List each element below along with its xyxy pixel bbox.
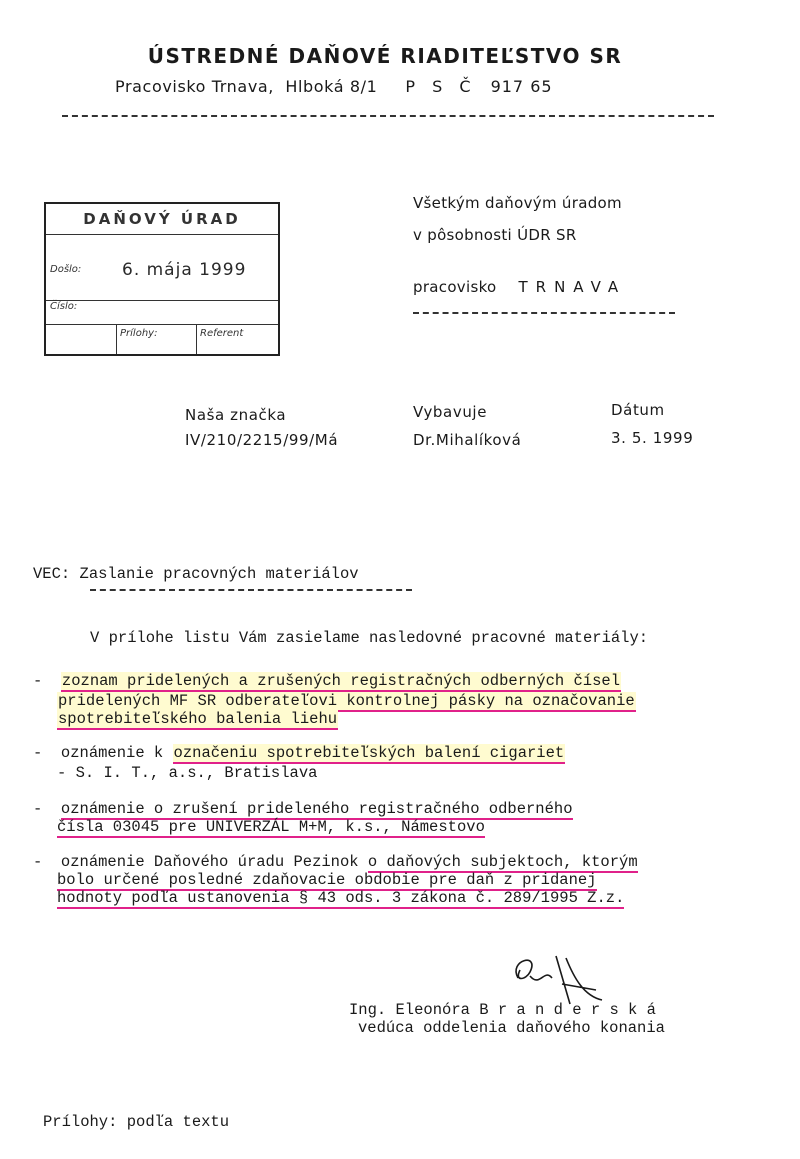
item-2-line-1b: označeniu spotrebiteľských balení cigariet xyxy=(173,744,565,762)
item-4-line-1b: o daňových subjektoch, ktorým xyxy=(367,853,638,871)
item-4-line-3: hodnoty podľa ustanovenia § 43 ods. 3 zákona č. 289/1995 Z.z. xyxy=(57,889,625,907)
list-item-line xyxy=(57,871,597,889)
item-3-line-2: čísla 03045 pre UNIVERZÁL M+M, k.s., Námestovo xyxy=(57,818,485,836)
item-4-line-2: bolo určené posledné zdaňovacie obdobie pre daň z pridanej xyxy=(57,871,597,889)
item-2-line-1a: oznámenie k xyxy=(60,744,173,762)
institution-title: ÚSTREDNÉ DAŇOVÉ RIADITEĽSTVO SR xyxy=(147,44,623,68)
list-item xyxy=(33,744,565,762)
stamp-received-date: 6. mája 1999 xyxy=(122,260,247,280)
our-ref-label: Naša značka xyxy=(185,406,287,424)
addressee-line-2: v pôsobnosti ÚDR SR xyxy=(413,226,577,244)
stamp-attachments-label: Prílohy: xyxy=(120,328,158,339)
stamp-referent-label: Referent xyxy=(200,328,244,339)
stamp-divider xyxy=(46,324,278,325)
stamp-divider xyxy=(46,234,278,235)
list-item xyxy=(33,853,638,871)
list-bullet: - xyxy=(33,744,43,762)
addressee-divider xyxy=(413,312,675,314)
stamp-number-label: Číslo: xyxy=(50,301,78,312)
item-1-line-2: pridelených MF SR odberateľovi kontrolnej pásky na označovanie xyxy=(58,692,635,710)
item-4-line-1a: oznámenie Daňového úradu Pezinok xyxy=(60,853,368,871)
attachments-note: Prílohy: podľa textu xyxy=(43,1113,230,1131)
signatory-name: Ing. Eleonóra B r a n d e r s k á xyxy=(349,1001,656,1019)
list-item xyxy=(33,672,621,690)
item-2-line-2: - S. I. T., a.s., Bratislava xyxy=(57,764,318,782)
list-item-line xyxy=(57,710,338,728)
stamp-divider xyxy=(116,324,117,354)
item-3-line-1: oznámenie o zrušení prideleného registračného odberného xyxy=(60,800,573,818)
item-1-line-1: zoznam pridelených a zrušených registračných odberných čísel xyxy=(61,672,621,690)
list-item-line xyxy=(57,818,485,836)
subject-underline xyxy=(90,589,412,591)
list-item-line xyxy=(57,889,624,907)
handled-by-value: Dr.Mihalíková xyxy=(413,431,522,449)
addressee-line-1: Všetkým daňovým úradom xyxy=(413,194,622,212)
header-divider xyxy=(62,115,714,117)
list-bullet: - xyxy=(33,853,43,871)
our-ref-value: IV/210/2215/99/Má xyxy=(185,431,339,449)
subject-text: Zaslanie pracovných materiálov xyxy=(79,565,359,583)
addressee-line-3 xyxy=(413,278,626,296)
addressee-workplace: pracovisko xyxy=(413,278,497,296)
stamp-received-label: Došlo: xyxy=(50,264,82,275)
registry-stamp xyxy=(44,202,280,356)
list-bullet: - xyxy=(33,800,43,818)
handled-by-label: Vybavuje xyxy=(413,403,488,421)
stamp-divider xyxy=(46,300,278,301)
letterhead-address xyxy=(115,77,553,96)
list-item xyxy=(33,800,573,818)
stamp-divider xyxy=(196,324,197,354)
psc-label: P S Č xyxy=(405,77,477,96)
signatory-position: vedúca oddelenia daňového konania xyxy=(358,1019,665,1037)
zip-code: 917 65 xyxy=(490,77,553,96)
street: Hlboká 8/1 xyxy=(285,77,378,96)
stamp-title: DAŇOVÝ ÚRAD xyxy=(83,210,241,228)
addressee-city: TRNAVA xyxy=(518,278,627,296)
date-value: 3. 5. 1999 xyxy=(611,429,694,447)
list-bullet: - xyxy=(33,672,43,690)
subject-label: VEC: xyxy=(33,565,71,583)
intro-paragraph: V prílohe listu Vám zasielame nasledovné pracovné materiály: xyxy=(90,629,649,647)
item-1-line-3: spotrebiteľského balenia liehu xyxy=(58,710,338,728)
list-item-line xyxy=(57,692,636,710)
subject-line xyxy=(33,565,359,583)
date-label: Dátum xyxy=(611,401,665,419)
workplace: Pracovisko Trnava, xyxy=(115,77,274,96)
